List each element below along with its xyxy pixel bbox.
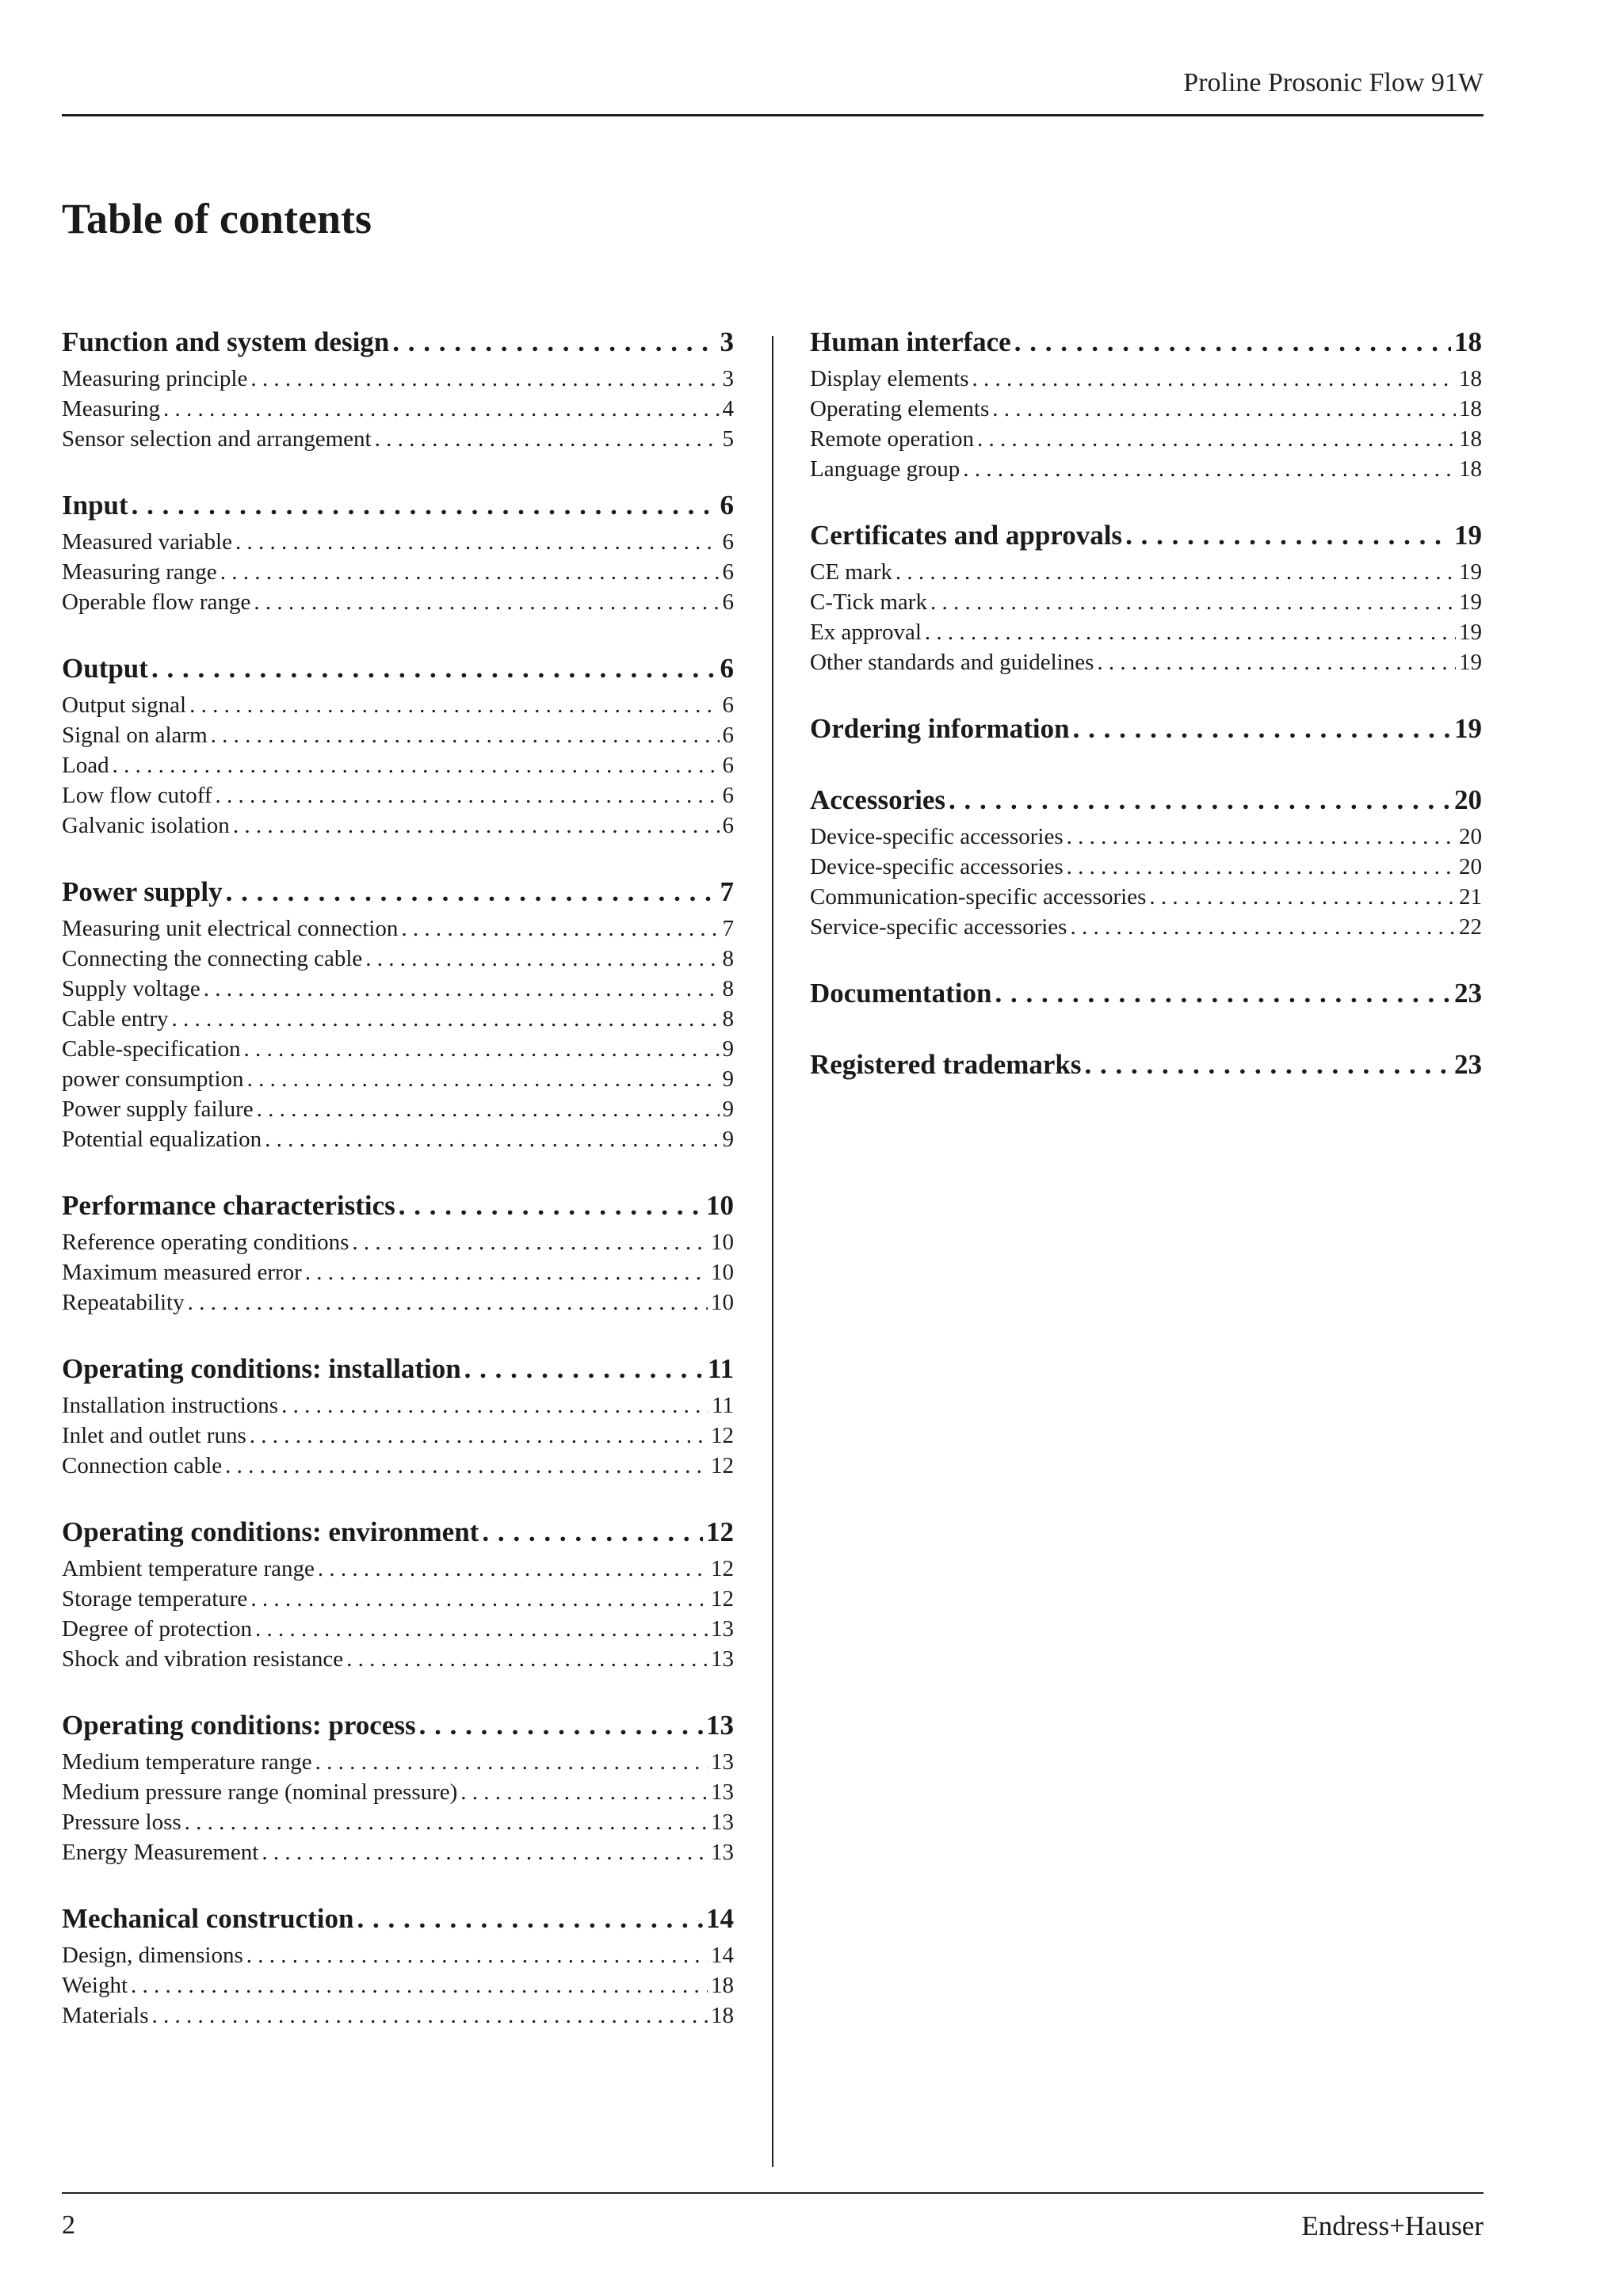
toc-entry-title: Medium pressure range (nominal pressure) bbox=[62, 1779, 458, 1805]
toc-leader-dots bbox=[265, 1127, 719, 1153]
toc-entry-title: Measuring unit electrical connection bbox=[62, 916, 399, 941]
toc-section-heading[interactable] bbox=[810, 978, 1482, 1016]
toc-leader-dots bbox=[963, 456, 1456, 482]
toc-page-number: 6 bbox=[722, 589, 734, 615]
toc-leader-dots bbox=[257, 1097, 720, 1123]
toc-page-number: 12 bbox=[711, 1453, 734, 1478]
toc-section-title: Operating conditions: process bbox=[62, 1710, 416, 1741]
toc-page-number: 23 bbox=[1454, 1049, 1482, 1080]
toc-leader-dots bbox=[151, 653, 717, 685]
toc-page-number: 19 bbox=[1459, 589, 1482, 615]
toc-page-number: 20 bbox=[1454, 784, 1482, 815]
toc-entry[interactable] bbox=[62, 1393, 734, 1423]
toc-page-number: 19 bbox=[1459, 650, 1482, 675]
toc-entry[interactable] bbox=[62, 1943, 734, 1973]
toc-entry[interactable] bbox=[62, 1749, 734, 1779]
toc-leader-dots bbox=[399, 1190, 703, 1222]
toc-left-column bbox=[62, 326, 734, 2066]
toc-leader-dots bbox=[315, 1749, 708, 1775]
toc-entry-title: Low flow cutoff bbox=[62, 783, 212, 808]
toc-entry[interactable] bbox=[810, 559, 1482, 589]
toc-entry-title: C-Tick mark bbox=[810, 589, 927, 615]
toc-page-number: 10 bbox=[706, 1190, 734, 1221]
toc-entry-title: Language group bbox=[810, 456, 960, 482]
toc-entry[interactable] bbox=[62, 1230, 734, 1260]
toc-entry[interactable] bbox=[62, 589, 734, 620]
toc-page-number: 6 bbox=[722, 723, 734, 748]
toc-entry-title: Operating elements bbox=[810, 396, 990, 421]
toc-leader-dots bbox=[204, 976, 720, 1002]
toc-section-title: Power supply bbox=[62, 876, 223, 907]
toc-leader-dots bbox=[255, 1616, 708, 1642]
toc-entry-title: Device-specific accessories bbox=[810, 854, 1064, 879]
toc-page-number: 19 bbox=[1454, 520, 1482, 551]
toc-section bbox=[62, 1516, 734, 1676]
toc-section-heading[interactable] bbox=[62, 1353, 734, 1391]
toc-page-number: 8 bbox=[722, 976, 734, 1001]
toc-page-number: 13 bbox=[711, 1810, 734, 1835]
toc-leader-dots bbox=[419, 1710, 703, 1741]
toc-entry[interactable] bbox=[62, 1646, 734, 1676]
toc-page-number: 4 bbox=[722, 396, 734, 421]
toc-page-number: 13 bbox=[706, 1710, 734, 1741]
toc-leader-dots bbox=[318, 1556, 708, 1582]
toc-entry-title: Measuring bbox=[62, 396, 161, 421]
toc-page-number: 6 bbox=[720, 653, 734, 684]
toc-entry-title: Cable-specification bbox=[62, 1036, 241, 1062]
toc-entry-title: Service-specific accessories bbox=[810, 914, 1067, 940]
toc-section-title: Accessories bbox=[810, 784, 946, 815]
toc-section bbox=[810, 713, 1482, 751]
toc-leader-dots bbox=[977, 426, 1456, 452]
toc-leader-dots bbox=[185, 1810, 708, 1836]
toc-page-number: 20 bbox=[1459, 854, 1482, 879]
toc-leader-dots bbox=[235, 529, 720, 555]
toc-leader-dots bbox=[131, 1973, 708, 1999]
toc-page-number: 6 bbox=[722, 529, 734, 555]
toc-entry-title: Sensor selection and arrangement bbox=[62, 426, 372, 452]
toc-entry[interactable] bbox=[62, 1097, 734, 1127]
toc-leader-dots bbox=[113, 753, 720, 779]
toc-entry[interactable] bbox=[62, 1127, 734, 1157]
toc-section bbox=[810, 520, 1482, 680]
toc-page-number: 11 bbox=[712, 1393, 734, 1418]
toc-page-number: 6 bbox=[722, 559, 734, 585]
toc-leader-dots bbox=[460, 1779, 708, 1806]
toc-page-number: 19 bbox=[1459, 620, 1482, 645]
toc-section-heading[interactable] bbox=[62, 1710, 734, 1748]
toc-entry-title: Supply voltage bbox=[62, 976, 200, 1001]
toc-leader-dots bbox=[925, 620, 1456, 646]
toc-entry-title: Operable flow range bbox=[62, 589, 251, 615]
toc-entry-title: Storage temperature bbox=[62, 1586, 248, 1611]
toc-leader-dots bbox=[247, 1066, 720, 1093]
toc-entry-title: Connecting the connecting cable bbox=[62, 946, 363, 971]
toc-page-number: 9 bbox=[722, 1066, 734, 1092]
toc-page-number: 7 bbox=[722, 916, 734, 941]
toc-entry-title: Galvanic isolation bbox=[62, 813, 230, 838]
toc-entry[interactable] bbox=[810, 854, 1482, 884]
toc-entry[interactable] bbox=[62, 366, 734, 396]
toc-leader-dots bbox=[392, 326, 716, 358]
toc-section-heading[interactable] bbox=[810, 326, 1482, 364]
toc-leader-dots bbox=[226, 876, 717, 908]
toc-section-heading[interactable] bbox=[62, 490, 734, 528]
toc-page-number: 12 bbox=[711, 1423, 734, 1448]
toc-page-number: 7 bbox=[720, 876, 734, 907]
toc-entry[interactable] bbox=[62, 529, 734, 559]
toc-section bbox=[62, 1353, 734, 1483]
toc-page-number: 12 bbox=[711, 1556, 734, 1581]
toc-entry[interactable] bbox=[62, 1066, 734, 1097]
toc-entry-title: Ex approval bbox=[810, 620, 922, 645]
toc-leader-dots bbox=[930, 589, 1456, 616]
toc-entry[interactable] bbox=[62, 1006, 734, 1036]
toc-entry-title: Medium temperature range bbox=[62, 1749, 312, 1775]
footer-brand: Endress+Hauser bbox=[1301, 2210, 1484, 2241]
toc-section bbox=[810, 784, 1482, 944]
toc-entry-title: Display elements bbox=[810, 366, 969, 391]
toc-section-heading[interactable] bbox=[810, 784, 1482, 822]
toc-entry[interactable] bbox=[62, 1036, 734, 1066]
toc-right-column bbox=[810, 326, 1482, 1120]
toc-leader-dots bbox=[281, 1393, 708, 1419]
toc-leader-dots bbox=[352, 1230, 708, 1256]
toc-entry-title: Remote operation bbox=[810, 426, 974, 452]
toc-section-heading[interactable] bbox=[62, 876, 734, 914]
toc-section-title: Registered trademarks bbox=[810, 1049, 1082, 1080]
toc-entry[interactable] bbox=[62, 1840, 734, 1870]
toc-page-number: 3 bbox=[720, 326, 734, 357]
toc-leader-dots bbox=[220, 559, 720, 585]
toc-leader-dots bbox=[346, 1646, 708, 1672]
toc-page-number: 18 bbox=[1459, 456, 1482, 482]
toc-entry-title: Connection cable bbox=[62, 1453, 223, 1478]
toc-section-heading[interactable] bbox=[810, 1049, 1482, 1087]
toc-section-title: Function and system design bbox=[62, 326, 390, 357]
toc-leader-dots bbox=[1067, 824, 1456, 850]
toc-leader-dots bbox=[464, 1353, 705, 1385]
toc-entry[interactable] bbox=[810, 366, 1482, 396]
document-title: Proline Prosonic Flow 91W bbox=[1183, 68, 1484, 97]
toc-leader-dots bbox=[1070, 914, 1456, 940]
toc-leader-dots bbox=[375, 426, 720, 452]
toc-entry[interactable] bbox=[62, 1586, 734, 1616]
toc-page-number: 14 bbox=[706, 1903, 734, 1934]
toc-entry[interactable] bbox=[810, 914, 1482, 944]
toc-entry[interactable] bbox=[62, 2003, 734, 2033]
toc-page-number: 19 bbox=[1454, 713, 1482, 744]
toc-section-title: Operating conditions: environment bbox=[62, 1516, 479, 1547]
toc-entry-title: Device-specific accessories bbox=[810, 824, 1064, 849]
toc-section bbox=[810, 1049, 1482, 1087]
toc-entry-title: Ambient temperature range bbox=[62, 1556, 315, 1581]
toc-entry-title: Measuring range bbox=[62, 559, 217, 585]
toc-page-number: 12 bbox=[711, 1586, 734, 1611]
toc-leader-dots bbox=[216, 783, 720, 809]
toc-section bbox=[62, 326, 734, 456]
toc-page-number: 8 bbox=[722, 946, 734, 971]
toc-section-title: Performance characteristics bbox=[62, 1190, 395, 1221]
toc-page-number: 10 bbox=[711, 1290, 734, 1315]
toc-page-number: 13 bbox=[711, 1749, 734, 1775]
toc-section-title: Certificates and approvals bbox=[810, 520, 1123, 551]
toc-entry-title: Inlet and outlet runs bbox=[62, 1423, 246, 1448]
toc-leader-dots bbox=[211, 723, 720, 749]
toc-leader-dots bbox=[305, 1260, 708, 1286]
toc-entry[interactable] bbox=[62, 976, 734, 1006]
toc-leader-dots bbox=[482, 1516, 703, 1548]
toc-page-number: 13 bbox=[711, 1840, 734, 1865]
toc-section-heading[interactable] bbox=[62, 326, 734, 364]
toc-entry[interactable] bbox=[810, 426, 1482, 456]
toc-page-number: 6 bbox=[722, 783, 734, 808]
toc-leader-dots bbox=[1067, 854, 1456, 880]
toc-page-number: 9 bbox=[722, 1036, 734, 1062]
toc-leader-dots bbox=[189, 692, 719, 719]
toc-page-number: 22 bbox=[1459, 914, 1482, 940]
toc-section-heading[interactable] bbox=[810, 713, 1482, 751]
toc-leader-dots bbox=[233, 813, 720, 839]
toc-entry[interactable] bbox=[62, 692, 734, 723]
header-rule bbox=[62, 114, 1484, 116]
toc-entry[interactable] bbox=[62, 426, 734, 456]
toc-leader-dots bbox=[246, 1943, 708, 1969]
toc-entry[interactable] bbox=[62, 1290, 734, 1320]
toc-page-number: 18 bbox=[711, 1973, 734, 1998]
toc-entry[interactable] bbox=[62, 946, 734, 976]
toc-entry[interactable] bbox=[62, 396, 734, 426]
toc-entry[interactable] bbox=[810, 456, 1482, 486]
toc-entry-title: Shock and vibration resistance bbox=[62, 1646, 344, 1672]
toc-leader-dots bbox=[1149, 884, 1456, 910]
toc-entry-title: Measuring principle bbox=[62, 366, 248, 391]
toc-entry[interactable] bbox=[62, 1616, 734, 1646]
toc-entry-title: Pressure loss bbox=[62, 1810, 181, 1835]
toc-entry[interactable] bbox=[62, 1779, 734, 1810]
toc-page-number: 6 bbox=[722, 753, 734, 778]
toc-entry[interactable] bbox=[62, 1556, 734, 1586]
toc-leader-dots bbox=[152, 2003, 708, 2029]
toc-section-title: Output bbox=[62, 653, 148, 684]
toc-entry[interactable] bbox=[62, 783, 734, 813]
toc-section-heading[interactable] bbox=[62, 653, 734, 691]
toc-section bbox=[62, 490, 734, 620]
column-divider bbox=[772, 336, 773, 2167]
toc-entry-title: Other standards and guidelines bbox=[810, 650, 1094, 675]
toc-page-number: 18 bbox=[711, 2003, 734, 2028]
toc-leader-dots bbox=[163, 396, 719, 422]
toc-section-heading[interactable] bbox=[62, 1516, 734, 1554]
toc-section-heading[interactable] bbox=[62, 1903, 734, 1941]
toc-section-heading[interactable] bbox=[62, 1190, 734, 1228]
toc-page-number: 18 bbox=[1459, 426, 1482, 452]
toc-page-number: 13 bbox=[711, 1616, 734, 1642]
toc-page-number: 20 bbox=[1459, 824, 1482, 849]
toc-entry-title: Maximum measured error bbox=[62, 1260, 302, 1285]
toc-page-number: 3 bbox=[722, 366, 734, 391]
toc-leader-dots bbox=[1125, 520, 1451, 551]
toc-entry-title: Power supply failure bbox=[62, 1097, 254, 1122]
toc-section-title: Documentation bbox=[810, 978, 992, 1009]
toc-entry-title: Signal on alarm bbox=[62, 723, 208, 748]
toc-section-title: Operating conditions: installation bbox=[62, 1353, 461, 1384]
toc-entry[interactable] bbox=[62, 1260, 734, 1290]
footer-rule bbox=[62, 2192, 1484, 2194]
toc-leader-dots bbox=[1084, 1049, 1451, 1081]
toc-section-title: Ordering information bbox=[810, 713, 1070, 744]
toc-page-number: 19 bbox=[1459, 559, 1482, 585]
toc-page-number: 13 bbox=[711, 1779, 734, 1805]
toc-entry-title: Communication-specific accessories bbox=[810, 884, 1147, 910]
toc-page-number: 9 bbox=[722, 1097, 734, 1122]
toc-leader-dots bbox=[365, 946, 719, 972]
toc-page-number: 6 bbox=[722, 692, 734, 718]
toc-entry[interactable] bbox=[62, 723, 734, 753]
toc-entry-title: Load bbox=[62, 753, 109, 778]
page-number: 2 bbox=[62, 2210, 75, 2240]
toc-leader-dots bbox=[243, 1036, 719, 1062]
toc-section bbox=[62, 1190, 734, 1320]
toc-leader-dots bbox=[1014, 326, 1451, 358]
toc-entry[interactable] bbox=[62, 813, 734, 843]
toc-page-number: 10 bbox=[711, 1260, 734, 1285]
toc-page-number: 11 bbox=[707, 1353, 734, 1384]
toc-page-number: 5 bbox=[722, 426, 734, 452]
toc-entry-title: Cable entry bbox=[62, 1006, 169, 1032]
toc-leader-dots bbox=[132, 490, 717, 521]
toc-entry-title: Output signal bbox=[62, 692, 187, 718]
toc-entry-title: Energy Measurement bbox=[62, 1840, 259, 1865]
toc-entry-title: Repeatability bbox=[62, 1290, 185, 1315]
toc-entry[interactable] bbox=[62, 1973, 734, 2003]
toc-entry[interactable] bbox=[810, 650, 1482, 680]
page-title: Table of contents bbox=[62, 195, 372, 242]
toc-leader-dots bbox=[250, 1586, 708, 1612]
toc-section-heading[interactable] bbox=[810, 520, 1482, 558]
toc-section bbox=[62, 653, 734, 843]
toc-section-title: Mechanical construction bbox=[62, 1903, 354, 1934]
toc-leader-dots bbox=[949, 784, 1451, 816]
toc-entry[interactable] bbox=[62, 559, 734, 589]
toc-page-number: 18 bbox=[1454, 326, 1482, 357]
toc-entry-title: Potential equalization bbox=[62, 1127, 262, 1152]
toc-entry-title: power consumption bbox=[62, 1066, 244, 1092]
toc-page-number: 6 bbox=[722, 813, 734, 838]
toc-section-title: Human interface bbox=[810, 326, 1011, 357]
toc-leader-dots bbox=[1073, 713, 1451, 745]
toc-entry[interactable] bbox=[62, 1810, 734, 1840]
toc-leader-dots bbox=[401, 916, 719, 942]
toc-entry[interactable] bbox=[810, 824, 1482, 854]
toc-leader-dots bbox=[896, 559, 1456, 585]
toc-entry-title: Materials bbox=[62, 2003, 149, 2028]
toc-entry[interactable] bbox=[810, 884, 1482, 914]
toc-page-number: 21 bbox=[1459, 884, 1482, 910]
toc-leader-dots bbox=[250, 366, 719, 392]
toc-page-number: 9 bbox=[722, 1127, 734, 1152]
toc-page-number: 12 bbox=[706, 1516, 734, 1547]
toc-entry[interactable] bbox=[810, 396, 1482, 426]
toc-section bbox=[62, 1903, 734, 2033]
toc-leader-dots bbox=[254, 589, 719, 616]
toc-section bbox=[62, 1710, 734, 1870]
toc-section bbox=[810, 978, 1482, 1016]
toc-section-title: Input bbox=[62, 490, 128, 521]
toc-entry-title: Degree of protection bbox=[62, 1616, 252, 1642]
toc-entry-title: Measured variable bbox=[62, 529, 232, 555]
toc-leader-dots bbox=[995, 978, 1451, 1009]
toc-page-number: 8 bbox=[722, 1006, 734, 1032]
toc-page-number: 13 bbox=[711, 1646, 734, 1672]
toc-section bbox=[62, 876, 734, 1157]
toc-leader-dots bbox=[1097, 650, 1456, 676]
toc-entry-title: Design, dimensions bbox=[62, 1943, 243, 1968]
toc-page-number: 6 bbox=[720, 490, 734, 521]
toc-leader-dots bbox=[188, 1290, 708, 1316]
toc-entry-title: Installation instructions bbox=[62, 1393, 279, 1418]
toc-leader-dots bbox=[262, 1840, 708, 1866]
toc-page-number: 18 bbox=[1459, 396, 1482, 421]
toc-entry[interactable] bbox=[810, 589, 1482, 620]
toc-section bbox=[810, 326, 1482, 486]
toc-leader-dots bbox=[225, 1453, 708, 1479]
toc-entry[interactable] bbox=[62, 1453, 734, 1483]
toc-entry[interactable] bbox=[810, 620, 1482, 650]
toc-entry-title: Reference operating conditions bbox=[62, 1230, 349, 1255]
toc-page-number: 14 bbox=[711, 1943, 734, 1968]
toc-entry[interactable] bbox=[62, 753, 734, 783]
toc-page-number: 23 bbox=[1454, 978, 1482, 1009]
toc-leader-dots bbox=[972, 366, 1456, 392]
toc-entry-title: Weight bbox=[62, 1973, 128, 1998]
toc-leader-dots bbox=[250, 1423, 708, 1449]
toc-entry[interactable] bbox=[62, 1423, 734, 1453]
toc-entry[interactable] bbox=[62, 916, 734, 946]
toc-leader-dots bbox=[357, 1903, 703, 1935]
toc-page-number: 10 bbox=[711, 1230, 734, 1255]
toc-leader-dots bbox=[171, 1006, 719, 1032]
toc-leader-dots bbox=[992, 396, 1456, 422]
toc-page-number: 18 bbox=[1459, 366, 1482, 391]
toc-entry-title: CE mark bbox=[810, 559, 892, 585]
